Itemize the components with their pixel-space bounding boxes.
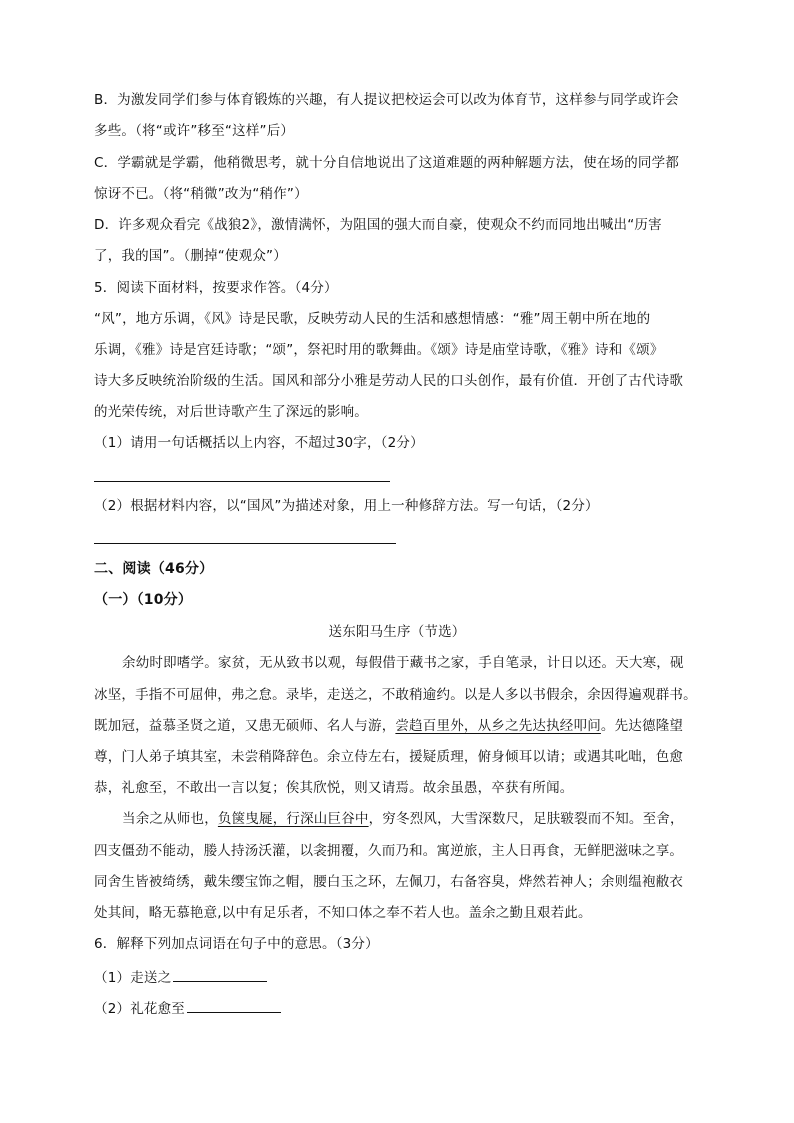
q5-material-line: 诗大多反映统治阶级的生活。国风和部分小雅是劳动人民的口头创作，最有价值．开创了古代诗歌 (94, 373, 684, 389)
q6-item-2-answer-blank[interactable] (187, 998, 281, 1013)
q4-option-d-line2: 了，我的国”。（删掉“使观众”） (94, 248, 287, 264)
passage-text: 。先达德隆望 (600, 718, 684, 734)
passage-line: 余幼时即嗜学。家贫，无从致书以观，每假借于藏书之家，手自笔录，计日以还。天大寒，砚 (122, 655, 684, 671)
q6-item-2 (94, 998, 281, 1018)
q5-sub1: （1）请用一句话概括以上内容，不超过30字，（2分） (94, 435, 424, 451)
passage-line: 冰坚，手指不可屈伸，弗之怠。录毕，走送之，不敢稍逾约。以是人多以书假余，余因得遍观群书。 (94, 687, 697, 703)
q4-option-c-line1: C．学霸就是学霸，他稍微思考，就十分自信地说出了这道难题的两种解题方法，使在场的同学都 (94, 155, 680, 171)
q5-sub2: （2）根据材料内容，以“国风”为描述对象，用上一种修辞方法。写一句话，（2分） (94, 498, 599, 514)
passage-text: ，穷冬烈风，大雪深数尺，足肤皲裂而不知。至舍， (368, 811, 684, 827)
passage-title: 送东阳马生序（节选） (328, 624, 466, 640)
q5-material-line: 乐调，《雅》诗是宫廷诗歌；“颂”，祭祀时用的歌舞曲。《颂》诗是庙堂诗歌，《雅》诗和《颂》 (94, 342, 664, 358)
q6-item-1 (94, 967, 267, 987)
passage-text: 既加冠，益慕圣贤之道，又患无硕师、名人与游， (94, 718, 396, 734)
q5-stem: 5．阅读下面材料，按要求作答。（4分） (94, 280, 338, 296)
underlined-sentence: 负箧曳屣，行深山巨谷中 (217, 811, 369, 827)
passage-line: 恭，礼愈至，不敢出一言以复；俟其欣悦，则又请焉。故余虽愚，卒获有所闻。 (94, 780, 574, 796)
passage-text: 当余之从师也， (122, 811, 218, 827)
q6-stem: 6．解释下列加点词语在句子中的意思。（3分） (94, 936, 379, 952)
q4-option-b-line1: B．为激发同学们参与体育锻炼的兴趣，有人提议把校运会可以改为体育节，这样参与同学或许会 (94, 92, 679, 108)
q5-material-line: 的光荣传统，对后世诗歌产生了深远的影响。 (94, 404, 368, 420)
q5-sub2-answer-line[interactable] (94, 543, 396, 544)
q4-option-c-line2: 惊讶不已。（将“稍微”改为“稍作”） (94, 186, 308, 202)
q4-option-d-line1: D．许多观众看完《战狼2》，激情满怀，为阻国的强大而自豪，使观众不约而同地出喊出“历害 (94, 217, 662, 233)
section-heading: 二、阅读（46分） (94, 561, 214, 577)
passage-line: 同舍生皆被绮绣，戴朱缨宝饰之帽，腰白玉之环，左佩刀，右备容臭，烨然若神人；余则缊袍敝衣 (94, 874, 684, 890)
q6-item-1-answer-blank[interactable] (173, 967, 267, 982)
underlined-sentence: 尝趋百里外，从乡之先达执经叩问 (395, 718, 601, 734)
passage-line (122, 810, 684, 828)
q5-sub1-answer-line[interactable] (94, 481, 390, 482)
passage-line (94, 717, 683, 735)
q6-item-2-label: （2）礼花愈至 (94, 1001, 185, 1017)
passage-line: 四支僵劲不能动，媵人持汤沃灌，以衾拥覆，久而乃和。寓逆旅，主人日再食，无鲜肥滋味之享。 (94, 843, 684, 859)
part-heading: （一）（10分） (94, 592, 193, 608)
q6-item-1-label: （1）走送之 (94, 970, 172, 986)
q5-material-line: “风”，地方乐调，《风》诗是民歌，反映劳动人民的生活和感想情感：“雅”周王朝中所在地的 (94, 311, 651, 327)
q4-option-b-line2: 多些。（将“或许”移至“这样”后） (94, 123, 295, 139)
passage-line: 尊，门人弟子填其室，未尝稍降辞色。余立侍左右，援疑质理，俯身倾耳以请；或遇其叱咄，色愈 (94, 749, 684, 765)
passage-line: 处其间，略无慕艳意,以中有足乐者，不知口体之奉不若人也。盖余之勤且艰若此。 (94, 905, 592, 921)
